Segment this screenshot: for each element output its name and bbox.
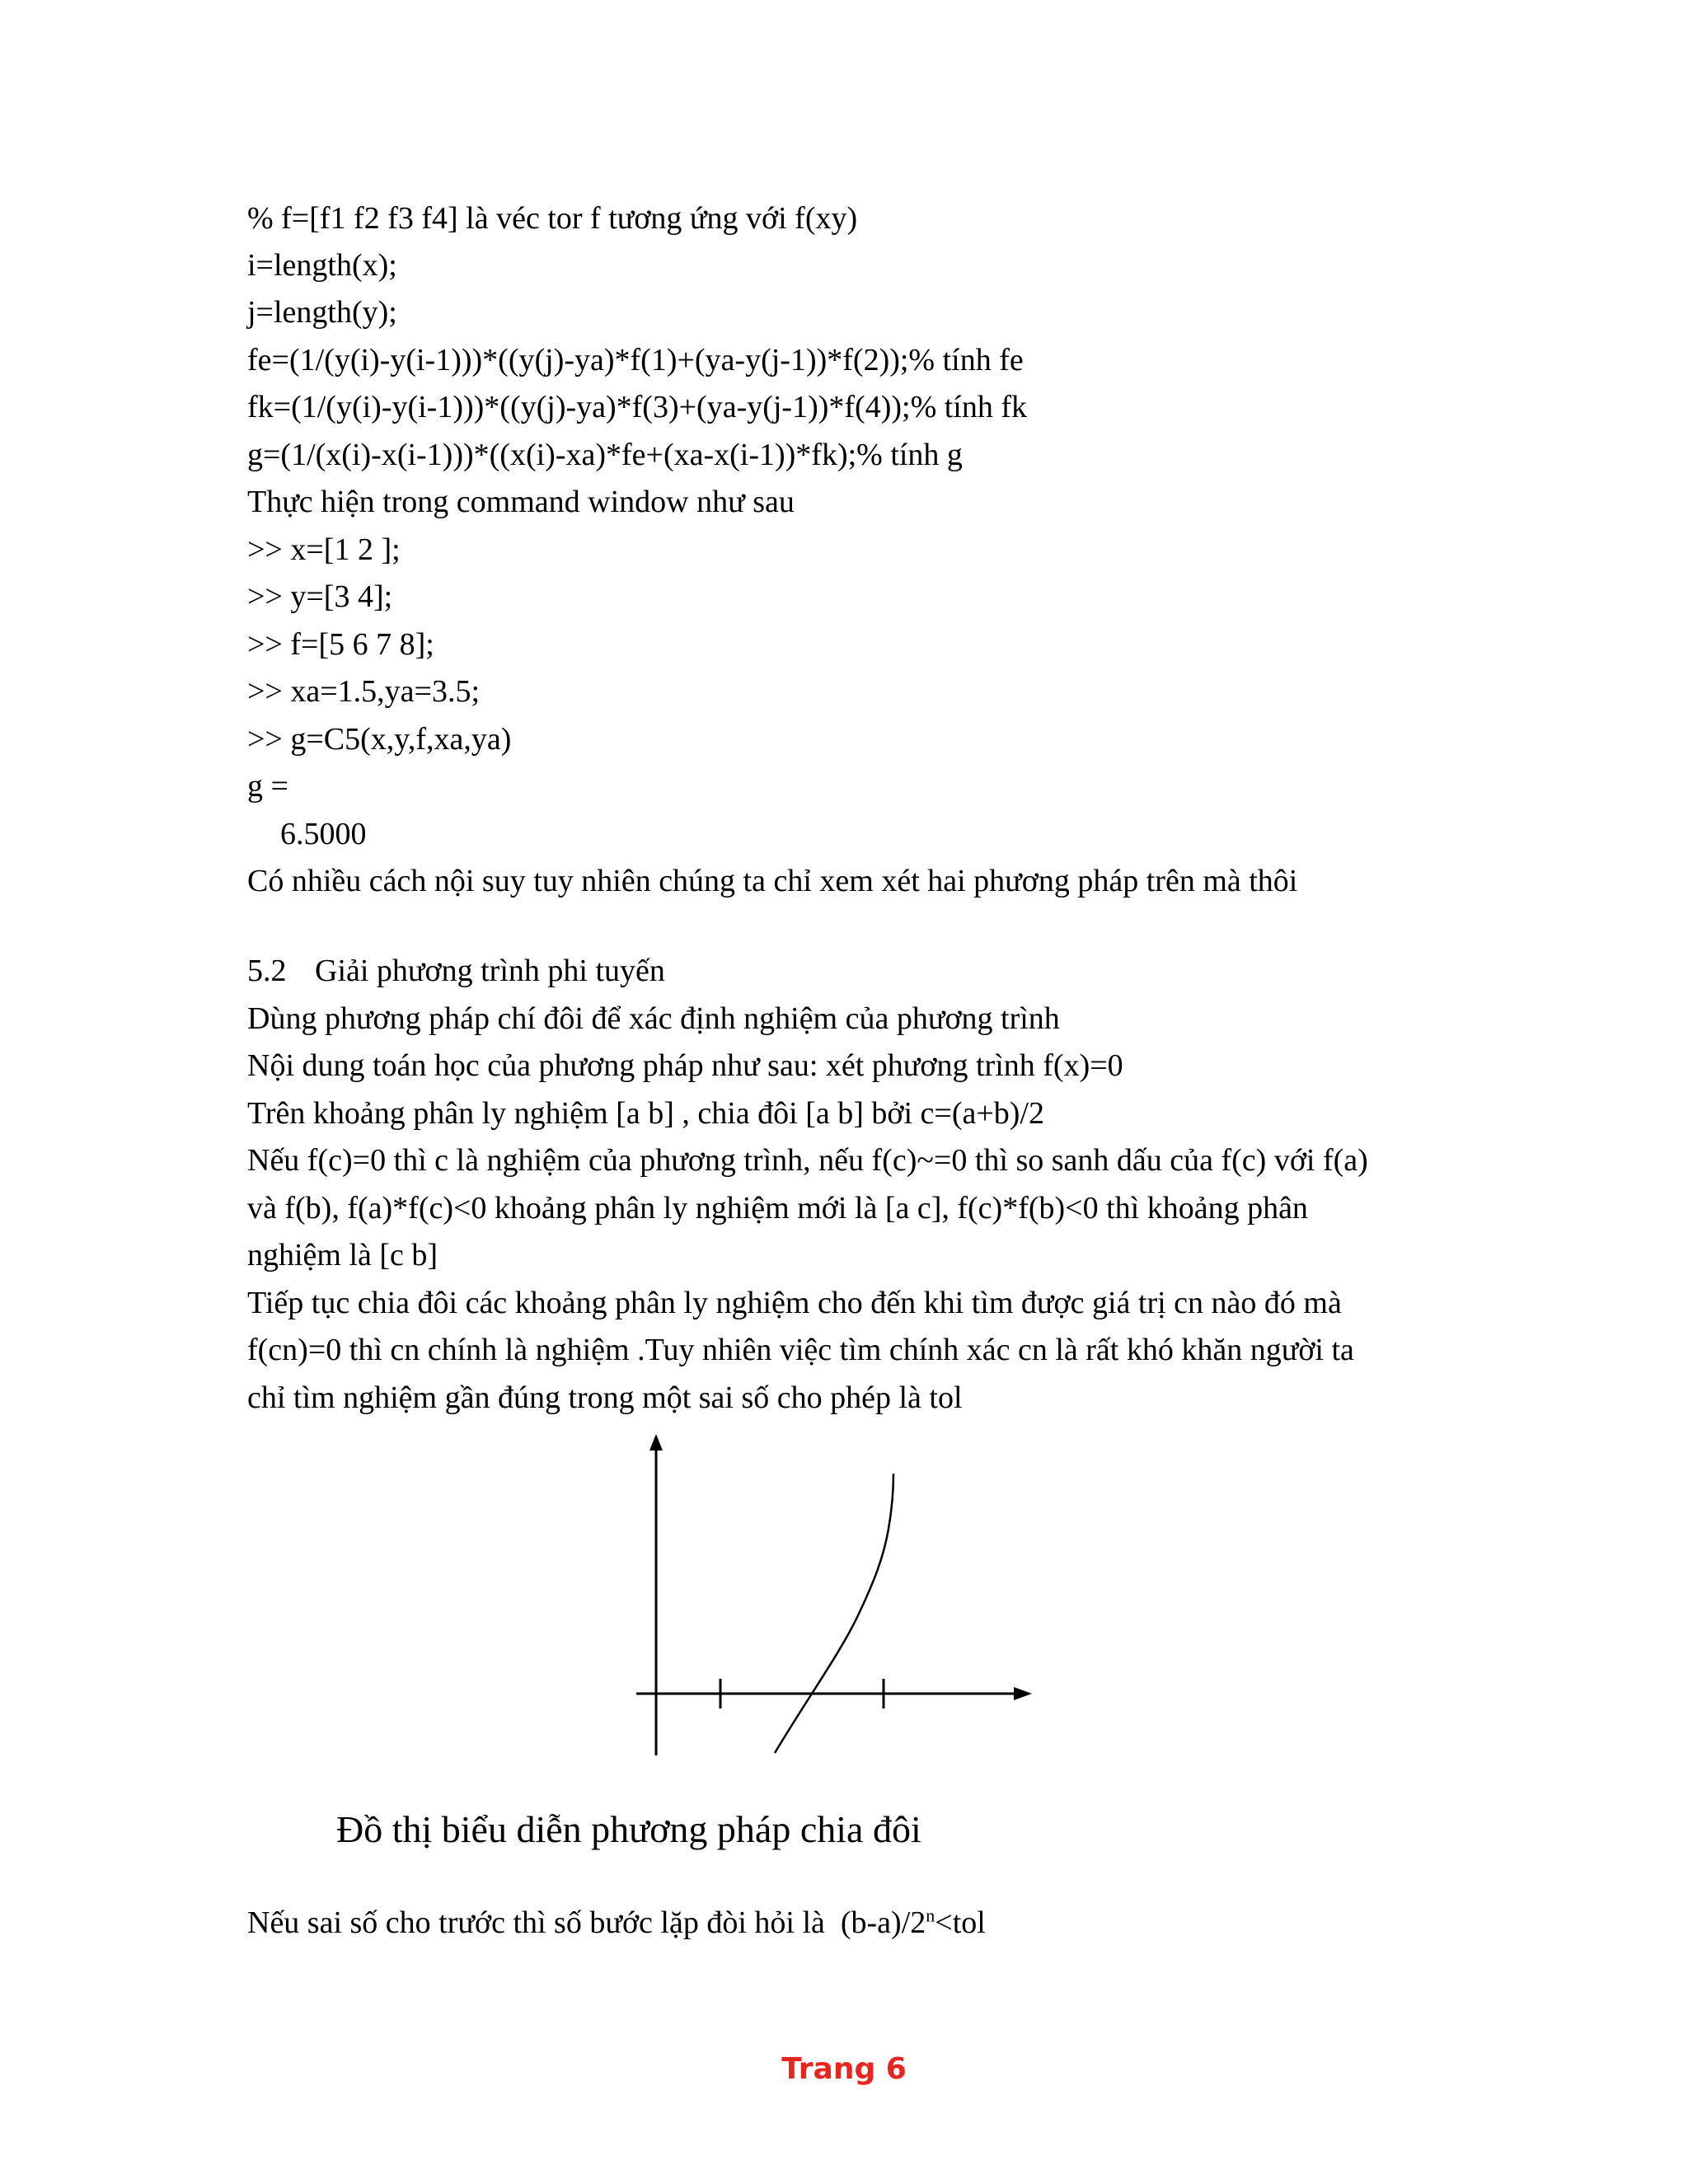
body-line-5: và f(b), f(a)*f(c)<0 khoảng phân ly nghiệm mới là [a c], f(c)*f(b)<0 thì khoảng phân	[247, 1191, 1308, 1226]
body-line-4: Nếu f(c)=0 thì c là nghiệm của phương trình, nếu f(c)~=0 thì so sanh dấu của f(c) với f(a)	[247, 1143, 1368, 1178]
code-line-j: j=length(y);	[247, 295, 397, 330]
command-line-y: >> y=[3 4];	[247, 579, 393, 614]
body-line-3: Trên khoảng phân ly nghiệm [a b] , chia đôi [a b] bởi c=(a+b)/2	[247, 1096, 1044, 1131]
tolerance-text: Nếu sai số cho trước thì số bước lặp đòi hỏi là (b-a)/2	[247, 1905, 926, 1940]
x-axis-arrow-icon	[1014, 1687, 1032, 1700]
tolerance-line	[247, 1904, 986, 1942]
bisection-figure	[626, 1426, 1055, 1764]
command-line-f: >> f=[5 6 7 8];	[247, 627, 434, 662]
body-line-6: nghiệm là [c b]	[247, 1238, 438, 1272]
code-line-comment: % f=[f1 f2 f3 f4] là véc tor f tương ứng với f(xy)	[247, 201, 858, 236]
result-label: g =	[247, 769, 288, 804]
tolerance-exponent: n	[926, 1905, 935, 1926]
body-line-9: chỉ tìm nghiệm gần đúng trong một sai số cho phép là tol	[247, 1380, 963, 1415]
command-line-call: >> g=C5(x,y,f,xa,ya)	[247, 722, 512, 757]
body-line-1: Dùng phương pháp chí đôi để xác định nghiệm của phương trình	[247, 1001, 1060, 1036]
body-line-7: Tiếp tục chia đôi các khoảng phân ly nghiệm cho đến khi tìm được giá trị cn nào đó mà	[247, 1286, 1342, 1320]
function-curve	[775, 1474, 893, 1753]
y-axis-arrow-icon	[649, 1434, 663, 1451]
result-value: 6.5000	[280, 817, 367, 851]
code-line-fe: fe=(1/(y(i)-y(i-1)))*((y(j)-ya)*f(1)+(ya-y(j-1))*f(2));% tính fe	[247, 343, 1024, 377]
section-number: 5.2	[247, 954, 287, 988]
tolerance-suffix: <tol	[935, 1905, 986, 1940]
command-window-intro: Thực hiện trong command window như sau	[247, 485, 795, 519]
code-line-g: g=(1/(x(i)-x(i-1)))*((x(i)-xa)*fe+(xa-x(i-1))*fk);% tính g	[247, 438, 963, 472]
command-line-xa-ya: >> xa=1.5,ya=3.5;	[247, 674, 481, 709]
body-line-2: Nội dung toán học của phương pháp như sau: xét phương trình f(x)=0	[247, 1048, 1123, 1083]
section-heading	[247, 952, 665, 990]
figure-caption: Đồ thị biểu diễn phương pháp chia đôi	[336, 1808, 921, 1850]
code-line-fk: fk=(1/(y(i)-y(i-1)))*((y(j)-ya)*f(3)+(ya-y(j-1))*f(4));% tính fk	[247, 390, 1027, 424]
page-footer: Trang 6	[781, 2052, 907, 2086]
command-line-x: >> x=[1 2 ];	[247, 532, 401, 567]
section-title: Giải phương trình phi tuyến	[315, 954, 665, 988]
summary-line: Có nhiều cách nội suy tuy nhiên chúng ta chỉ xem xét hai phương pháp trên mà thôi	[247, 864, 1298, 898]
code-line-i: i=length(x);	[247, 248, 397, 283]
body-line-8: f(cn)=0 thì cn chính là nghiệm .Tuy nhiên việc tìm chính xác cn là rất khó khăn người ta	[247, 1333, 1354, 1367]
